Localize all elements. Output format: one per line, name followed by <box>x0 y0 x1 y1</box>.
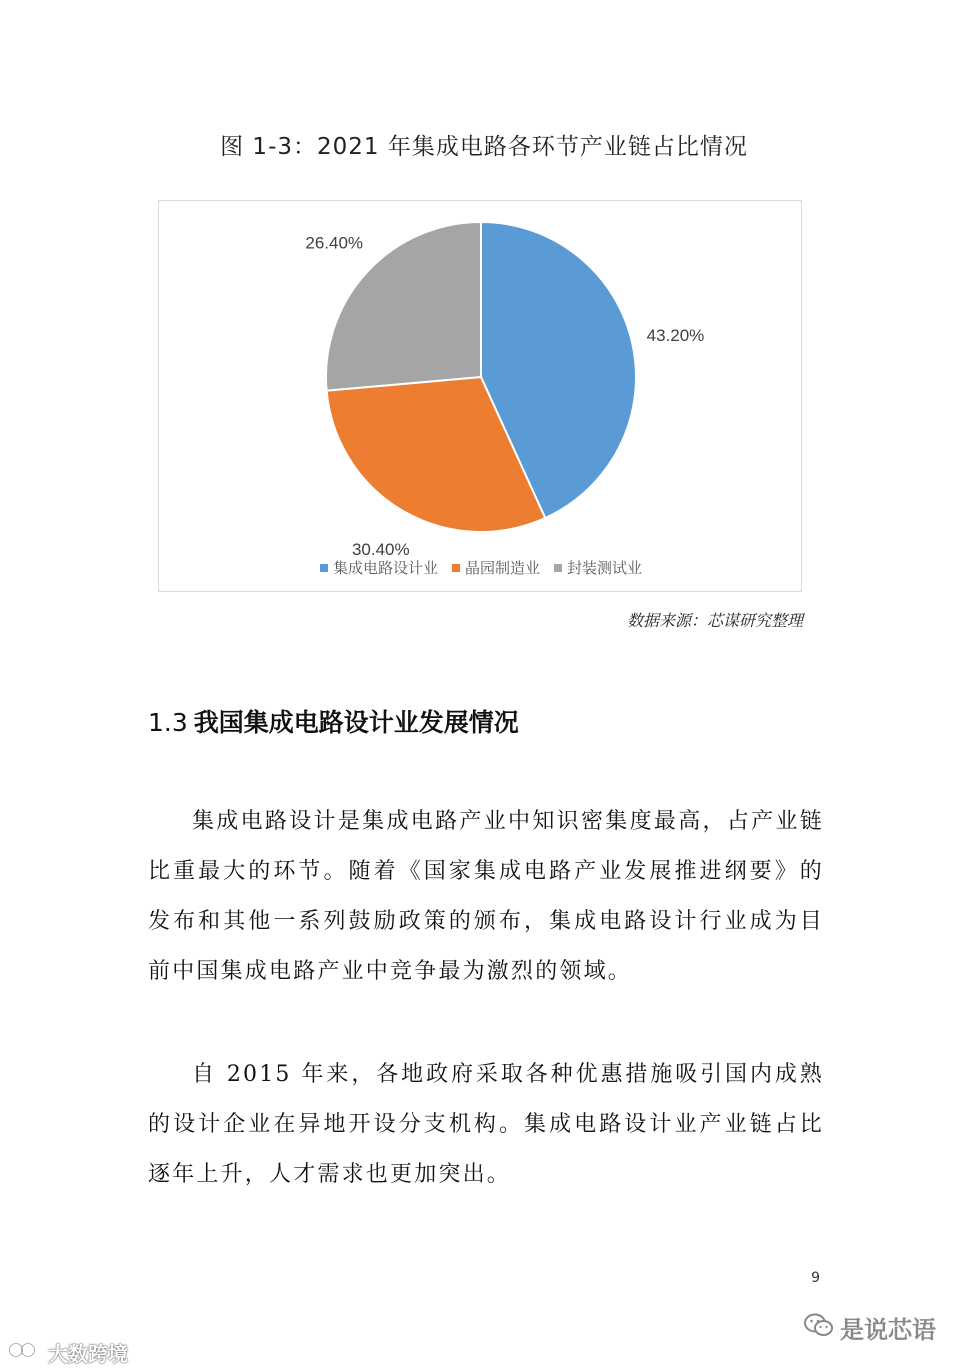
pie-data-label-1: 43.20% <box>646 325 705 345</box>
pie-data-label-3: 26.40% <box>305 233 364 253</box>
legend-item-1 <box>320 557 438 578</box>
legend-label-2: 晶园制造业 <box>464 559 540 577</box>
wechat-icon <box>804 1312 834 1344</box>
section-title: 我国集成电路设计业发展情况 <box>193 708 519 737</box>
body-paragraph-2: 自 2015 年来，各地政府采取各种优惠措施吸引国内成熟的设计企业在异地开设分支机构。集成电路设计业产业链占比逐年上升，人才需求也更加突出。 <box>148 1062 824 1187</box>
legend-swatch-3 <box>554 564 562 572</box>
watermark-right <box>804 1310 936 1345</box>
legend-label-3: 封装测试业 <box>567 559 643 577</box>
pie-chart-svg <box>159 201 803 593</box>
legend-label-1: 集成电路设计业 <box>332 559 438 577</box>
watermark-logo-icon <box>8 1339 44 1366</box>
pie-data-label-2: 30.40% <box>351 539 410 559</box>
data-source-note: 数据来源：芯谋研究整理 <box>626 611 803 630</box>
section-number: 1.3 <box>148 708 188 737</box>
body-paragraph-1: 集成电路设计是集成电路产业中知识密集度最高，占产业链比重最大的环节。随着《国家集成电路产业发展推进纲要》的发布和其他一系列鼓励政策的颁布，集成电路设计行业成为目前中国集成电路产业中竞争最为激烈的领域。 <box>148 809 824 984</box>
watermark-right-text: 是说芯语 <box>840 1316 936 1344</box>
legend-swatch-2 <box>452 564 460 572</box>
figure-caption: 图 1-3：2021 年集成电路各环节产业链占比情况 <box>220 134 748 160</box>
watermark-left <box>8 1338 128 1367</box>
legend-item-3 <box>554 557 642 578</box>
page-number: 9 <box>811 1270 820 1286</box>
section-heading <box>148 703 519 739</box>
legend-item-2 <box>452 557 540 578</box>
pie-chart <box>158 200 802 592</box>
legend-swatch-1 <box>320 564 328 572</box>
watermark-left-text: 大数跨境 <box>48 1342 128 1366</box>
chart-legend <box>159 557 803 578</box>
